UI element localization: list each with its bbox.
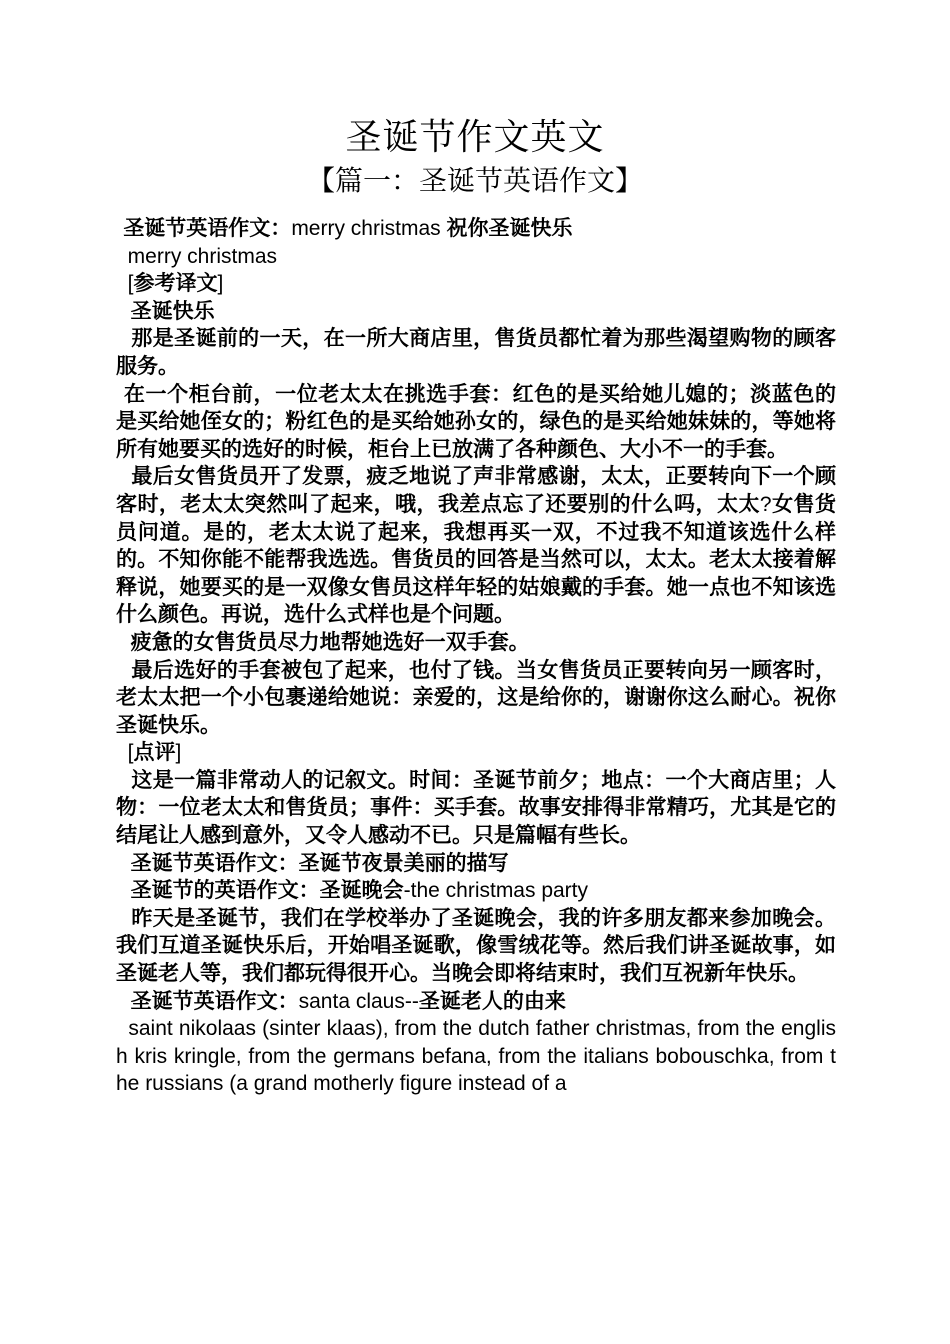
- document-title: 圣诞节作文英文: [345, 117, 605, 158]
- text-run: merry christmas: [291, 217, 447, 240]
- bold-text-run: 疲惫的女售货员尽力地帮她选好一双手套。: [116, 629, 530, 654]
- bold-text-run: 这是一篇非常动人的记叙文。时间：圣诞节前夕；地点：一个大商店里；人物：一位老太太和售货员；事件：买手套。故事安排得非常精巧，尤其是它的结尾让人感到意外，又令人感动不已。只是篇幅有些长。: [116, 767, 837, 848]
- paragraph: [116, 988, 836, 1016]
- bold-text-run: 圣诞快乐: [116, 298, 215, 323]
- bold-text-run: 昨天是圣诞节，我们在学校举办了圣诞晚会，我的许多朋友都来参加晚会。我们互道圣诞快乐后，开始唱圣诞歌，像雪绒花等。然后我们讲圣诞故事，如圣诞老人等，我们都玩得很开心。当晚会即将结束时，我们互祝新年快乐。: [116, 905, 837, 986]
- paragraph: [116, 850, 836, 878]
- paragraph: [116, 325, 836, 380]
- bold-text-run: 女售货员问道。是的，老太太说了起来，我想再买一双，不过我不知道该选什么样的。不知你能不能帮我选选。售货员的回答是当然可以，太太。老太太接着解释说，她要买的是一双像女售员这样年轻的姑娘戴的手套。她一点也不知该选什么颜色。再说，选什么式样也是个问题。: [116, 491, 837, 627]
- paragraph: [116, 629, 836, 657]
- text-run: merry christmas: [116, 244, 278, 268]
- bold-text-run: 点评: [133, 740, 176, 765]
- paragraph: [116, 657, 836, 740]
- paragraph: [116, 905, 836, 988]
- document-subtitle: 【篇一：圣诞节英语作文】: [306, 164, 643, 197]
- document-body: [116, 215, 836, 1098]
- text-run: ?: [759, 492, 772, 516]
- paragraph: [116, 270, 836, 298]
- bold-text-run: 圣诞节英语作文：圣诞节夜景美丽的描写: [116, 850, 509, 875]
- bold-text-run: 祝你圣诞快乐: [446, 216, 573, 240]
- bold-text-run: 参考译文: [133, 271, 218, 296]
- text-run: santa claus--: [298, 989, 419, 1013]
- paragraph: [116, 298, 836, 326]
- text-run: [: [116, 272, 134, 296]
- paragraph: [116, 381, 836, 464]
- bold-text-run: 圣诞节英语作文：: [116, 216, 292, 240]
- paragraph: [116, 243, 836, 271]
- bold-text-run: 最后女售货员开了发票，疲乏地说了声非常感谢，太太，正要转向下一个顾客时，老太太突然叫了起来，哦，我差点忘了还要别的什么吗，太太: [116, 464, 837, 516]
- bold-text-run: 圣诞节英语作文：: [116, 988, 299, 1013]
- text-run: ]: [217, 272, 224, 296]
- paragraph: [116, 767, 836, 850]
- paragraph: [116, 739, 836, 767]
- text-run: saint nikolaas (sinter klaas), from the dutch father christmas, from the english kris kringle, from the germans befana, from the italians bobouschka, from the russians (a grand motherly figure instead of a: [116, 1017, 836, 1096]
- text-run: [: [116, 741, 134, 765]
- bold-text-run: 在一个柜台前，一位老太太在挑选手套：红色的是买给她儿媳的；淡蓝色的是买给她侄女的；粉红色的是买给她孙女的，绿色的是买给她妹妹的，等她将所有她要买的选好的时候，柜台上已放满了各种颜色、大小不一的手套。: [116, 381, 837, 461]
- bold-text-run: 圣诞老人的由来: [418, 988, 566, 1013]
- paragraph: [116, 1015, 836, 1098]
- paragraph: [116, 877, 836, 905]
- bold-text-run: 圣诞节的英语作文：圣诞晚会: [116, 878, 404, 903]
- bold-text-run: 最后选好的手套被包了起来，也付了钱。当女售货员正要转向另一顾客时，老太太把一个小包裹递给她说：亲爱的，这是给你的，谢谢你这么耐心。祝你圣诞快乐。: [116, 657, 837, 737]
- paragraph: [116, 463, 836, 629]
- bold-text-run: 那是圣诞前的一天，在一所大商店里，售货员都忙着为那些渴望购物的顾客服务。: [116, 326, 837, 378]
- text-run: ]: [175, 741, 182, 765]
- paragraph: [116, 215, 836, 243]
- text-run: -the christmas party: [403, 879, 589, 903]
